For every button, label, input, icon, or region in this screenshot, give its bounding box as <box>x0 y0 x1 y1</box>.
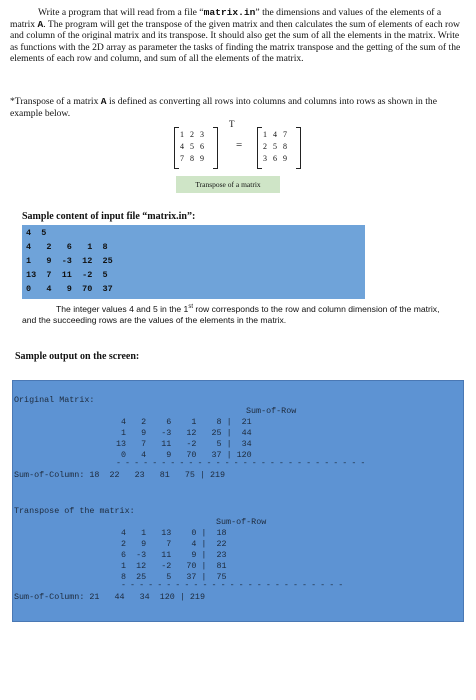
statement-text: ” the dimensions and values of the elements of a matrix <box>10 7 442 30</box>
note-text: The integer values 4 and 5 in the 1 <box>56 303 189 314</box>
input-line: 1 9 -3 12 25 <box>26 256 113 266</box>
original-matrix-figure <box>174 127 218 167</box>
sum-of-row-header: Sum-of-Row <box>216 517 267 527</box>
equals-sign: = <box>236 139 243 151</box>
matrix-row: 3 6 9 <box>263 154 289 163</box>
transpose-row: 1 12 -2 70 | 81 <box>121 561 227 571</box>
input-heading: Sample content of input file “matrix.in”: <box>22 211 196 222</box>
definition-text: *Transpose of a matrix <box>10 96 101 107</box>
original-row: 13 7 11 -2 5 | 34 <box>116 439 252 449</box>
output-heading: Sample output on the screen: <box>15 351 140 362</box>
sum-of-row-header: Sum-of-Row <box>246 406 297 416</box>
matrix-name: A <box>100 96 107 107</box>
matrix-row: 7 8 9 <box>180 154 206 163</box>
transposed-matrix-figure <box>257 127 301 167</box>
transpose-row: 6 -3 11 9 | 23 <box>121 550 227 560</box>
screen-output-box <box>12 380 464 622</box>
note-text: row corresponds to the row and column dimension of the matrix, and the succeeding rows are the values of the elements in the matrix. <box>22 303 440 325</box>
figure-caption: Transpose of a matrix <box>176 176 280 193</box>
original-row: 4 2 6 1 8 | 21 <box>116 417 252 427</box>
statement-text: . The program will get the transpose of the given matrix and then calculates the sum of elements of each row and column of the original matrix and its transpose. It should also get the sum of all the elements in the matrix. Write as functions with the 2D array as parameter the tasks of finding the matrix transpose and the getting of the sum of the elements of each row and column, and sum of all the elements of the matrix. <box>10 18 461 65</box>
matrix-row: 2 5 8 <box>263 142 289 151</box>
input-line: 0 4 9 70 37 <box>26 284 113 294</box>
input-line: 13 7 11 -2 5 <box>26 270 108 280</box>
transpose-sum-of-column: Sum-of-Column: 21 44 34 120 | 219 <box>14 592 205 602</box>
divider: - - - - - - - - - - - - - - - - - - - - - - - - - <box>121 580 343 590</box>
transpose-title: Transpose of the matrix: <box>14 506 135 516</box>
input-note <box>22 302 442 326</box>
statement-text: Write a program that will read from a file “ <box>38 7 204 18</box>
divider: - - - - - - - - - - - - - - - - - - - - - - - - - - - - <box>116 458 365 468</box>
transpose-row: 4 1 13 0 | 18 <box>121 528 227 538</box>
matrix-row: 1 2 3 <box>180 130 206 139</box>
problem-statement <box>10 7 466 65</box>
transpose-row: 2 9 7 4 | 22 <box>121 539 227 549</box>
transpose-definition <box>10 96 466 119</box>
matrix-row: 4 5 6 <box>180 142 206 151</box>
filename: matrix.in <box>203 7 256 18</box>
input-file-box <box>22 225 365 299</box>
transpose-superscript: T <box>229 119 235 129</box>
original-sum-of-column: Sum-of-Column: 18 22 23 81 75 | 219 <box>14 470 226 480</box>
input-line: 4 5 <box>26 228 47 238</box>
transpose-row: 8 25 5 37 | 75 <box>121 572 227 582</box>
input-line: 4 2 6 1 8 <box>26 242 108 252</box>
note-superscript: st <box>188 304 194 310</box>
original-row: 0 4 9 70 37 | 120 <box>116 450 252 460</box>
matrix-name: A <box>37 18 44 30</box>
definition-text: is defined as converting all rows into columns and columns into rows as shown in the example below. <box>10 96 437 119</box>
original-title: Original Matrix: <box>14 395 95 405</box>
matrix-row: 1 4 7 <box>263 130 289 139</box>
original-row: 1 9 -3 12 25 | 44 <box>116 428 252 438</box>
